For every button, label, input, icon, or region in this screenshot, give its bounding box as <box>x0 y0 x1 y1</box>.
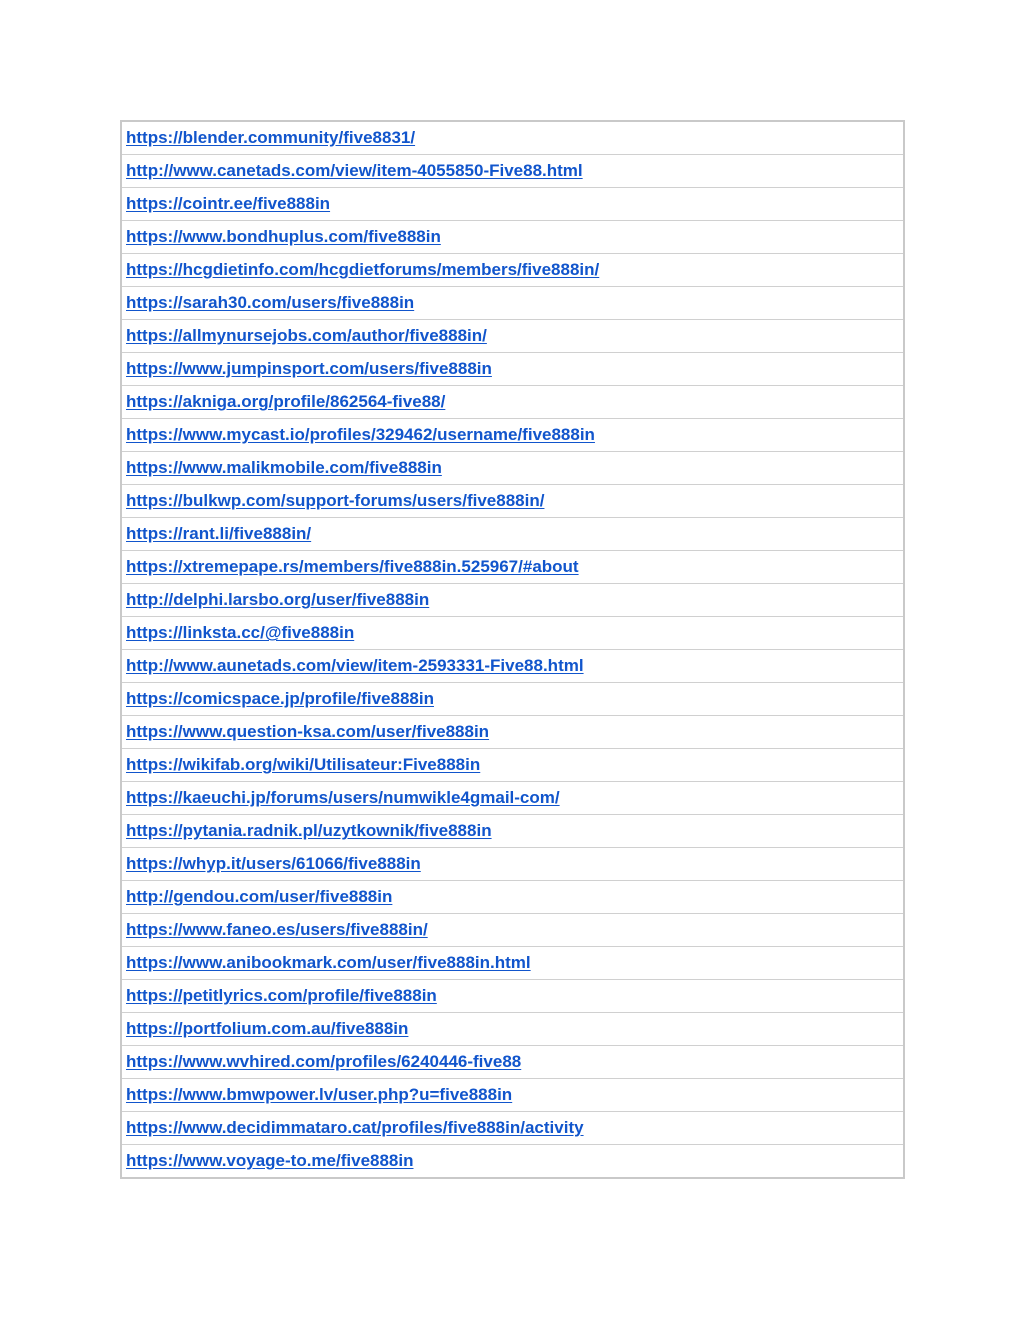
table-cell <box>121 848 904 881</box>
profile-link[interactable]: http://delphi.larsbo.org/user/five888in <box>126 590 430 609</box>
table-row <box>121 1013 904 1046</box>
table-row <box>121 551 904 584</box>
table-cell <box>121 1112 904 1145</box>
table-row <box>121 980 904 1013</box>
table-cell <box>121 188 904 221</box>
table-row <box>121 617 904 650</box>
table-cell <box>121 518 904 551</box>
table-row <box>121 683 904 716</box>
profile-link[interactable]: https://akniga.org/profile/862564-five88/ <box>126 392 446 411</box>
table-cell <box>121 320 904 353</box>
table-cell <box>121 254 904 287</box>
profile-link[interactable]: https://xtremepape.rs/members/five888in.525967/#about <box>126 557 579 576</box>
profile-link[interactable]: https://whyp.it/users/61066/five888in <box>126 854 421 873</box>
profile-link[interactable]: http://gendou.com/user/five888in <box>126 887 393 906</box>
table-cell <box>121 1046 904 1079</box>
profile-link[interactable]: https://www.faneo.es/users/five888in/ <box>126 920 428 939</box>
profile-link[interactable]: https://www.bmwpower.lv/user.php?u=five888in <box>126 1085 513 1104</box>
table-cell <box>121 287 904 320</box>
table-cell <box>121 947 904 980</box>
table-cell <box>121 782 904 815</box>
table-row <box>121 881 904 914</box>
profile-link[interactable]: https://linksta.cc/@five888in <box>126 623 355 642</box>
table-row <box>121 353 904 386</box>
table-row <box>121 485 904 518</box>
table-row <box>121 947 904 980</box>
table-row <box>121 518 904 551</box>
link-table <box>120 120 905 1179</box>
table-row <box>121 452 904 485</box>
table-cell <box>121 1013 904 1046</box>
table-row <box>121 188 904 221</box>
profile-link[interactable]: https://www.decidimmataro.cat/profiles/five888in/activity <box>126 1118 584 1137</box>
profile-link[interactable]: https://blender.community/five8831/ <box>126 128 416 147</box>
table-cell <box>121 386 904 419</box>
table-cell <box>121 1079 904 1112</box>
profile-link[interactable]: https://www.mycast.io/profiles/329462/username/five888in <box>126 425 595 444</box>
table-cell <box>121 155 904 188</box>
table-cell <box>121 716 904 749</box>
table-row <box>121 221 904 254</box>
profile-link[interactable]: https://comicspace.jp/profile/five888in <box>126 689 434 708</box>
profile-link[interactable]: https://www.malikmobile.com/five888in <box>126 458 442 477</box>
table-row <box>121 650 904 683</box>
profile-link[interactable]: https://www.wvhired.com/profiles/6240446-five88 <box>126 1052 522 1071</box>
table-row <box>121 254 904 287</box>
table-row <box>121 1046 904 1079</box>
table-cell <box>121 121 904 155</box>
table-cell <box>121 485 904 518</box>
table-cell <box>121 617 904 650</box>
profile-link[interactable]: https://www.question-ksa.com/user/five888in <box>126 722 490 741</box>
table-row <box>121 1079 904 1112</box>
profile-link[interactable]: https://pytania.radnik.pl/uzytkownik/five888in <box>126 821 492 840</box>
table-row <box>121 419 904 452</box>
profile-link[interactable]: https://www.voyage-to.me/five888in <box>126 1151 414 1170</box>
profile-link[interactable]: https://www.jumpinsport.com/users/five888in <box>126 359 492 378</box>
table-cell <box>121 452 904 485</box>
profile-link[interactable]: https://kaeuchi.jp/forums/users/numwikle4gmail-com/ <box>126 788 560 807</box>
table-cell <box>121 1145 904 1179</box>
table-row <box>121 1112 904 1145</box>
profile-link[interactable]: https://www.bondhuplus.com/five888in <box>126 227 441 246</box>
link-table-body <box>121 121 904 1178</box>
table-cell <box>121 221 904 254</box>
profile-link[interactable]: https://hcgdietinfo.com/hcgdietforums/members/five888in/ <box>126 260 600 279</box>
table-cell <box>121 584 904 617</box>
table-row <box>121 716 904 749</box>
profile-link[interactable]: https://bulkwp.com/support-forums/users/five888in/ <box>126 491 545 510</box>
table-row <box>121 815 904 848</box>
profile-link[interactable]: https://portfolium.com.au/five888in <box>126 1019 409 1038</box>
table-cell <box>121 419 904 452</box>
table-cell <box>121 683 904 716</box>
profile-link[interactable]: https://petitlyrics.com/profile/five888in <box>126 986 437 1005</box>
table-row <box>121 1145 904 1179</box>
profile-link[interactable]: https://rant.li/five888in/ <box>126 524 312 543</box>
table-row <box>121 584 904 617</box>
profile-link[interactable]: https://allmynursejobs.com/author/five888in/ <box>126 326 487 345</box>
table-row <box>121 914 904 947</box>
table-cell <box>121 749 904 782</box>
table-cell <box>121 650 904 683</box>
table-row <box>121 155 904 188</box>
table-row <box>121 848 904 881</box>
profile-link[interactable]: https://wikifab.org/wiki/Utilisateur:Five888in <box>126 755 481 774</box>
table-row <box>121 320 904 353</box>
table-cell <box>121 551 904 584</box>
profile-link[interactable]: http://www.canetads.com/view/item-4055850-Five88.html <box>126 161 583 180</box>
table-cell <box>121 353 904 386</box>
table-row <box>121 782 904 815</box>
table-row <box>121 749 904 782</box>
table-row <box>121 287 904 320</box>
table-row <box>121 386 904 419</box>
table-cell <box>121 914 904 947</box>
profile-link[interactable]: https://www.anibookmark.com/user/five888in.html <box>126 953 531 972</box>
profile-link[interactable]: https://cointr.ee/five888in <box>126 194 331 213</box>
profile-link[interactable]: https://sarah30.com/users/five888in <box>126 293 415 312</box>
table-cell <box>121 980 904 1013</box>
table-cell <box>121 881 904 914</box>
table-cell <box>121 815 904 848</box>
profile-link[interactable]: http://www.aunetads.com/view/item-2593331-Five88.html <box>126 656 584 675</box>
table-row <box>121 121 904 155</box>
